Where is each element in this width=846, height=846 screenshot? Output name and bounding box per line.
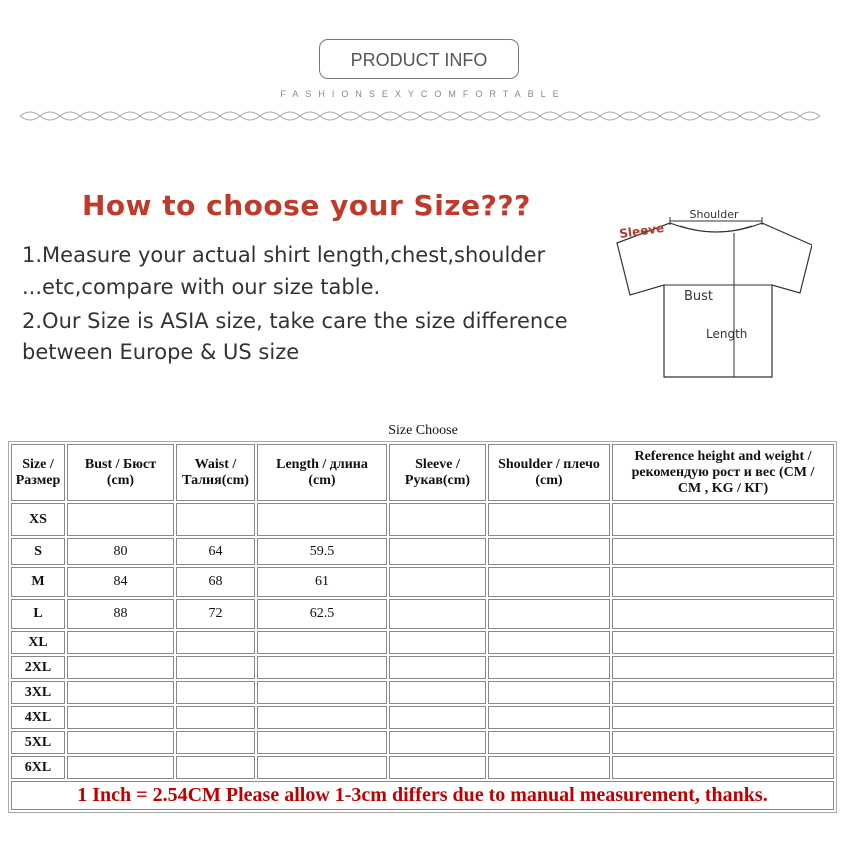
table-header-row: [11, 444, 834, 501]
column-header-line: CM , KG / КГ): [677, 480, 769, 496]
table-row: [11, 681, 834, 704]
table-row: [11, 656, 834, 679]
table-row: [11, 567, 834, 597]
table-cell: [612, 538, 834, 565]
table-cell: [488, 756, 610, 779]
size-label-cell: S: [11, 538, 65, 565]
table-cell: [488, 538, 610, 565]
measurement-note: 1 Inch = 2.54CM Please allow 1-3cm differs due to manual measurement, thanks.: [11, 781, 834, 810]
instruction-line-1: 1.Measure your actual shirt length,chest,shoulder: [22, 243, 546, 267]
table-row: [11, 706, 834, 729]
table-row: [11, 538, 834, 565]
column-header: [488, 444, 610, 501]
column-header: [176, 444, 255, 501]
length-label: Length: [706, 327, 748, 341]
table-cell: [389, 756, 486, 779]
table-cell: [612, 706, 834, 729]
size-label-cell: M: [11, 567, 65, 597]
instruction-line-3: 2.Our Size is ASIA size, take care the size difference: [22, 309, 568, 333]
table-cell: [488, 567, 610, 597]
table-cell: 72: [176, 599, 255, 629]
table-cell: 80: [67, 538, 174, 565]
table-cell: [67, 731, 174, 754]
size-label-cell: 6XL: [11, 756, 65, 779]
table-row: [11, 599, 834, 629]
instruction-line-2: ...etc,compare with our size table.: [22, 275, 381, 299]
column-header-line: Waist /: [194, 456, 237, 472]
table-cell: [67, 681, 174, 704]
table-footer-row: [11, 781, 834, 810]
table-cell: 59.5: [257, 538, 387, 565]
size-label-cell: XL: [11, 631, 65, 654]
column-header-line: Bust / Бюст: [84, 456, 157, 472]
column-header-line: (cm): [106, 472, 135, 488]
table-cell: [389, 503, 486, 536]
table-cell: [389, 656, 486, 679]
table-cell: [176, 631, 255, 654]
table-cell: [67, 756, 174, 779]
table-cell: [488, 503, 610, 536]
table-cell: [176, 731, 255, 754]
column-header-line: Size /: [22, 456, 54, 472]
table-cell: 88: [67, 599, 174, 629]
table-cell: 68: [176, 567, 255, 597]
table-cell: [67, 631, 174, 654]
tshirt-outline: [617, 220, 812, 377]
table-cell: 64: [176, 538, 255, 565]
column-header-line: Талия(cm): [182, 472, 249, 488]
table-cell: [176, 706, 255, 729]
table-cell: [612, 631, 834, 654]
table-cell: [389, 681, 486, 704]
table-cell: [612, 681, 834, 704]
table-cell: [488, 631, 610, 654]
table-cell: [389, 631, 486, 654]
table-cell: [389, 599, 486, 629]
column-header: [389, 444, 486, 501]
table-cell: [176, 756, 255, 779]
tshirt-measurement-diagram: [612, 205, 812, 385]
table-cell: 62.5: [257, 599, 387, 629]
column-header: [67, 444, 174, 501]
table-cell: [488, 731, 610, 754]
column-header-line: Shoulder / плечо: [498, 456, 600, 472]
column-header: [612, 444, 834, 501]
size-label-cell: L: [11, 599, 65, 629]
table-cell: [257, 656, 387, 679]
size-label-cell: 2XL: [11, 656, 65, 679]
table-cell: [612, 503, 834, 536]
table-cell: 61: [257, 567, 387, 597]
product-info-button: PRODUCT INFO: [319, 39, 519, 79]
table-cell: [257, 681, 387, 704]
table-cell: [612, 567, 834, 597]
column-header: [257, 444, 387, 501]
table-cell: [176, 503, 255, 536]
table-row: [11, 731, 834, 754]
table-cell: [488, 599, 610, 629]
table-row: [11, 756, 834, 779]
tagline: FASHIONSEXYCOMFORTABLE: [280, 89, 566, 99]
column-header-line: Length / длина: [276, 456, 368, 472]
size-label-cell: 5XL: [11, 731, 65, 754]
table-cell: [67, 706, 174, 729]
table-cell: [257, 756, 387, 779]
size-label-cell: XS: [11, 503, 65, 536]
table-row: [11, 503, 834, 536]
table-cell: [67, 656, 174, 679]
table-cell: [488, 681, 610, 704]
size-label-cell: 3XL: [11, 681, 65, 704]
table-cell: [389, 567, 486, 597]
decorative-wave-divider: [20, 108, 820, 124]
table-cell: [67, 503, 174, 536]
sleeve-label: Sleeve: [618, 220, 665, 241]
table-cell: [257, 706, 387, 729]
table-row: [11, 631, 834, 654]
bust-label: Bust: [684, 289, 714, 304]
size-chart-table: [8, 441, 837, 813]
table-cell: 84: [67, 567, 174, 597]
column-header-line: Sleeve /: [415, 456, 460, 472]
table-cell: [176, 656, 255, 679]
size-label-cell: 4XL: [11, 706, 65, 729]
table-cell: [176, 681, 255, 704]
column-header-line: рекомендую рост и вес (CM /: [631, 464, 815, 480]
column-header: [11, 444, 65, 501]
table-cell: [612, 731, 834, 754]
table-cell: [612, 756, 834, 779]
table-cell: [257, 503, 387, 536]
shoulder-label: Shoulder: [689, 208, 739, 221]
table-cell: [389, 731, 486, 754]
table-cell: [612, 599, 834, 629]
table-cell: [612, 656, 834, 679]
table-cell: [257, 731, 387, 754]
column-header-line: (cm): [535, 472, 563, 488]
instruction-line-4: between Europe & US size: [22, 340, 300, 364]
table-cell: [257, 631, 387, 654]
column-header-line: Рукав(cm): [404, 472, 471, 488]
table-cell: [389, 538, 486, 565]
column-header-line: Reference height and weight /: [634, 448, 812, 464]
table-caption: Size Choose: [388, 423, 458, 438]
table-cell: [488, 656, 610, 679]
table-cell: [389, 706, 486, 729]
column-header-line: Размер: [15, 472, 61, 488]
column-header-line: (cm): [308, 472, 336, 488]
table-cell: [488, 706, 610, 729]
size-guide-heading: How to choose your Size???: [82, 189, 531, 222]
